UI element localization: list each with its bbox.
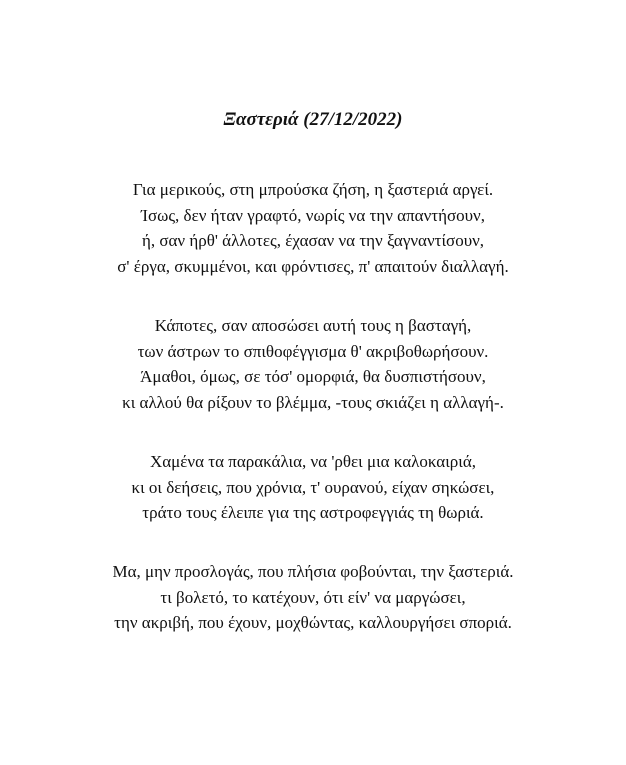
stanza-4: [0, 559, 626, 636]
poem-line: Μα, μην προσλογάς, που πλήσια φοβούνται, την ξαστεριά.: [112, 562, 514, 581]
poem-line: σ' έργα, σκυμμένοι, και φρόντισες, π' απαιτούν διαλλαγή.: [117, 256, 509, 276]
poem-line: ή, σαν ήρθ' άλλοτες, έχασαν να την ξαγναντίσουν,: [141, 231, 485, 250]
poem-line: Για μερικούς, στη μπρούσκα ζήση, η ξαστεριά αργεί.: [132, 180, 494, 199]
poem-title: Ξαστεριά (27/12/2022): [223, 109, 403, 130]
poem-line: την ακριβή, που έχουν, μοχθώντας, καλλουργήσει σποριά.: [114, 613, 512, 632]
stanza-2: [0, 313, 626, 415]
poem-line: Χαμένα τα παρακάλια, να 'ρθει μια καλοκαιριά,: [149, 452, 476, 471]
poem-line: τράτο τους έλειπε για της αστροφεγγιάς τη θωριά.: [142, 503, 484, 522]
stanza-1: [0, 177, 626, 279]
stanza-3: [0, 449, 626, 526]
poem-line: Ίσως, δεν ήταν γραφτό, νωρίς να την απαντήσουν,: [140, 205, 485, 225]
poem-line: τι βολετό, το κατέχουν, ότι είν' να μαργώσει,: [160, 587, 466, 607]
poem-line: κι αλλού θα ρίξουν το βλέμμα, -τους σκιάζει η αλλαγή-.: [122, 392, 504, 412]
poem-line: Κάποτες, σαν αποσώσει αυτή τους η βασταγή,: [154, 316, 472, 335]
poem-line: κι οι δεήσεις, που χρόνια, τ' ουρανού, είχαν σηκώσει,: [131, 477, 495, 497]
poem-line: των άστρων το σπιθοφέγγισμα θ' ακριβοθωρήσουν.: [137, 341, 489, 361]
poem-line: Άμαθοι, όμως, σε τόσ' ομορφιά, θα δυσπιστήσουν,: [140, 367, 486, 386]
